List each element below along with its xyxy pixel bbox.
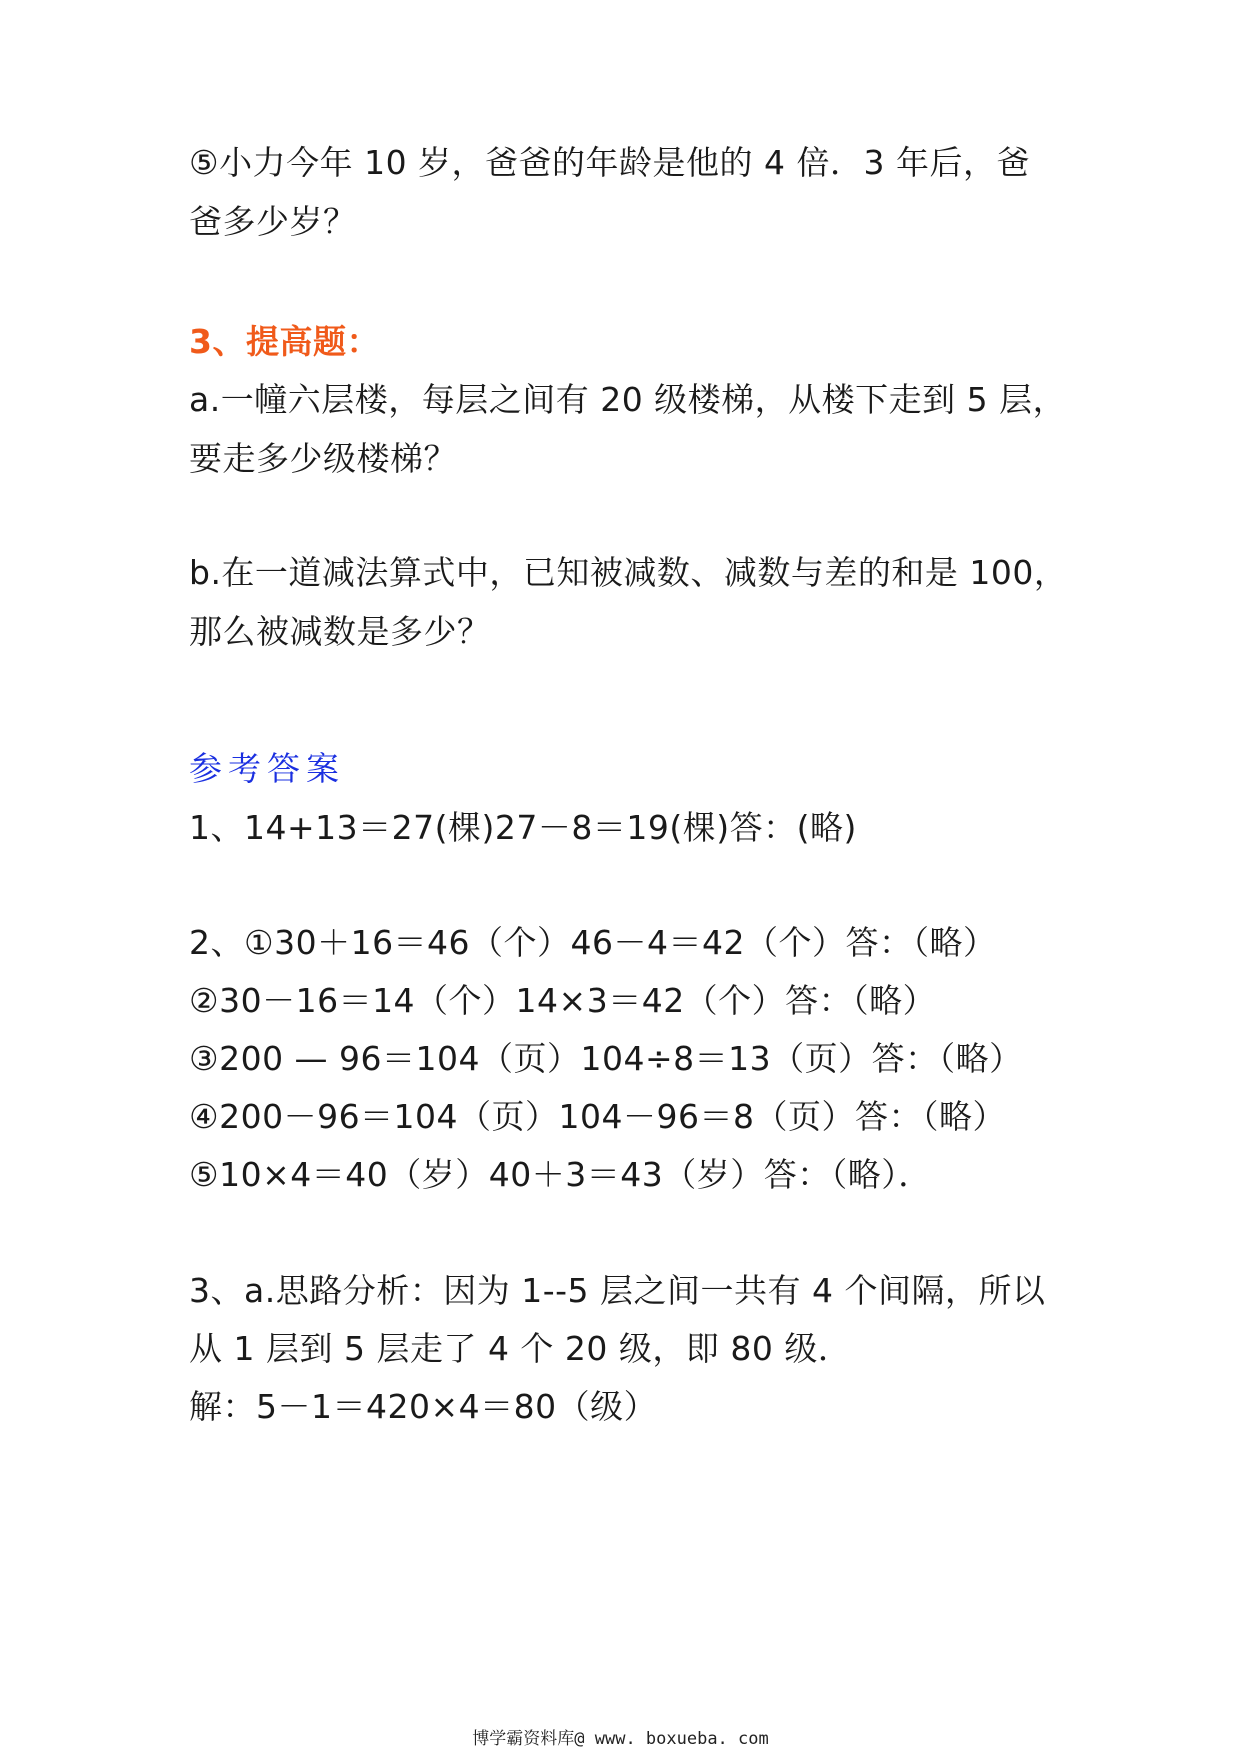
section-heading-advanced: 3、提高题： bbox=[189, 322, 380, 361]
answer-2-5: ⑤10×4＝40（岁）40＋3＝43（岁）答：（略）． bbox=[189, 1155, 932, 1194]
answer-3-line-1: 3、a.思路分析：因为 1--5 层之间一共有 4 个间隔，所以 bbox=[189, 1271, 1046, 1310]
problem-a-line-2: 要走多少级楼梯？ bbox=[189, 439, 457, 478]
answer-2-1: 2、①30＋16＝46（个）46－4＝42（个）答：（略） bbox=[189, 923, 997, 962]
problem-b-line-1: b.在一道减法算式中，已知被减数、减数与差的和是 100， bbox=[189, 553, 1068, 592]
problem-5-line-2: 爸多少岁？ bbox=[189, 202, 357, 241]
section-heading-answers: 参考答案 bbox=[189, 749, 345, 788]
answer-2-3: ③200 — 96＝104（页）104÷8＝13（页）答：（略） bbox=[189, 1039, 1023, 1078]
problem-a-line-1: a.一幢六层楼，每层之间有 20 级楼梯，从楼下走到 5 层， bbox=[189, 380, 1067, 419]
problem-5-line-1: ⑤小力今年 10 岁，爸爸的年龄是他的 4 倍．3 年后，爸 bbox=[189, 143, 1031, 182]
answer-1: 1、14+13＝27(棵)27－8＝19(棵)答：(略) bbox=[189, 808, 857, 847]
footer-watermark: 博学霸资料库@ www. boxueba. com bbox=[472, 1729, 769, 1749]
problem-b-line-2: 那么被减数是多少？ bbox=[189, 612, 491, 651]
answer-2-2: ②30－16＝14（个）14×3＝42（个）答：（略） bbox=[189, 981, 937, 1020]
answer-3-line-2: 从 1 层到 5 层走了 4 个 20 级，即 80 级． bbox=[189, 1329, 852, 1368]
answer-2-4: ④200－96＝104（页）104－96＝8（页）答：（略） bbox=[189, 1097, 1007, 1136]
answer-3-line-3: 解：5－1＝420×4＝80（级） bbox=[189, 1387, 658, 1426]
